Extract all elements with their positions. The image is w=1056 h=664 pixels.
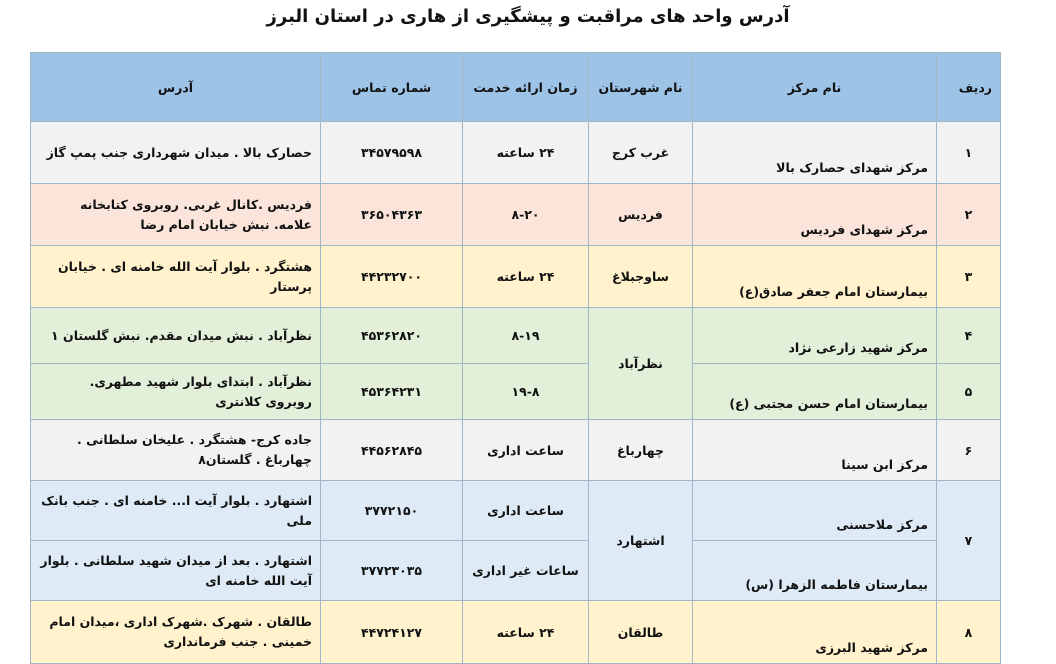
- city-name: طالقان: [589, 601, 693, 664]
- table-row: [31, 420, 1001, 481]
- header-address: آدرس: [31, 53, 321, 122]
- header-center-name: نام مرکز: [693, 53, 937, 122]
- address: نظرآباد . ابتدای بلوار شهید مطهری. روبروی کلانتری: [31, 364, 321, 420]
- phone-number: ۳۴۵۷۹۵۹۸: [321, 122, 463, 184]
- service-time: ساعت اداری: [463, 420, 589, 481]
- center-name: مرکز شهدای حصارک بالا: [693, 122, 937, 184]
- row-number: ۸: [937, 601, 1001, 664]
- phone-number: ۴۵۳۶۲۸۲۰: [321, 308, 463, 364]
- city-name: ساوجبلاغ: [589, 246, 693, 308]
- center-name: مرکز شهدای فردیس: [693, 184, 937, 246]
- row-number: ۲: [937, 184, 1001, 246]
- phone-number: ۴۵۳۶۴۲۳۱: [321, 364, 463, 420]
- service-time: ساعات غیر اداری: [463, 541, 589, 601]
- header-city: نام شهرستان: [589, 53, 693, 122]
- service-time: ۱۹-۸: [463, 364, 589, 420]
- table-row: [31, 184, 1001, 246]
- phone-number: ۴۴۵۶۲۸۴۵: [321, 420, 463, 481]
- table-row: [31, 481, 1001, 541]
- phone-number: ۴۴۲۳۲۷۰۰: [321, 246, 463, 308]
- table-row: [31, 308, 1001, 364]
- phone-number: ۳۷۷۲۱۵۰: [321, 481, 463, 541]
- row-number: ۳: [937, 246, 1001, 308]
- center-name: مرکز ابن سینا: [693, 420, 937, 481]
- header-service-time: زمان ارائه خدمت: [463, 53, 589, 122]
- table-row: [31, 601, 1001, 664]
- city-name: فردیس: [589, 184, 693, 246]
- table-row: [31, 246, 1001, 308]
- address: نظرآباد . نبش میدان مقدم. نبش گلستان ۱: [31, 308, 321, 364]
- header-row: [31, 53, 1001, 122]
- header-phone: شماره تماس: [321, 53, 463, 122]
- page-title: آدرس واحد های مراقبت و پیشگیری از هاری در استان البرز: [266, 6, 790, 27]
- center-name: بیمارستان امام حسن مجتبی (ع): [693, 364, 937, 420]
- service-time: ساعت اداری: [463, 481, 589, 541]
- service-time: ۲۴ ساعته: [463, 601, 589, 664]
- table-row: [31, 541, 1001, 601]
- service-time: ۲۴ ساعته: [463, 122, 589, 184]
- center-name: مرکز شهید البرزی: [693, 601, 937, 664]
- address: جاده کرج- هشتگرد . علیخان سلطانی . چهارباغ . گلستان۸: [31, 420, 321, 481]
- row-number: ۵: [937, 364, 1001, 420]
- city-name: نظرآباد: [589, 308, 693, 420]
- service-time: ۲۴ ساعته: [463, 246, 589, 308]
- rabies-centers-table: [30, 52, 1001, 664]
- center-name: مرکز ملاحسنی: [693, 481, 937, 541]
- city-name: اشتهارد: [589, 481, 693, 601]
- row-number: ۷: [937, 481, 1001, 601]
- center-name: بیمارستان امام جعفر صادق(ع): [693, 246, 937, 308]
- address: طالقان . شهرک .شهرک اداری ،میدان امام خمینی . جنب فرمانداری: [31, 601, 321, 664]
- service-time: ۸-۱۹: [463, 308, 589, 364]
- service-time: ۸-۲۰: [463, 184, 589, 246]
- phone-number: ۴۴۷۲۴۱۲۷: [321, 601, 463, 664]
- row-number: ۴: [937, 308, 1001, 364]
- city-name: غرب کرج: [589, 122, 693, 184]
- center-name: مرکز شهید زارعی نژاد: [693, 308, 937, 364]
- phone-number: ۳۷۷۲۳۰۳۵: [321, 541, 463, 601]
- row-number: ۱: [937, 122, 1001, 184]
- address: اشتهارد . بلوار آیت ا... خامنه ای . جنب بانک ملی: [31, 481, 321, 541]
- address: هشتگرد . بلوار آیت الله خامنه ای . خیابان پرستار: [31, 246, 321, 308]
- table-row: [31, 122, 1001, 184]
- center-name: بیمارستان فاطمه الزهرا (س): [693, 541, 937, 601]
- address: اشتهارد . بعد از میدان شهید سلطانی . بلوار آیت الله خامنه ای: [31, 541, 321, 601]
- city-name: چهارباغ: [589, 420, 693, 481]
- address: فردیس .کانال غربی. روبروی کتابخانه علامه. نبش خیابان امام رضا: [31, 184, 321, 246]
- table-row: [31, 364, 1001, 420]
- address: حصارک بالا . میدان شهرداری جنب پمپ گاز: [31, 122, 321, 184]
- row-number: ۶: [937, 420, 1001, 481]
- phone-number: ۳۶۵۰۴۳۶۳: [321, 184, 463, 246]
- header-radif: ردیف: [937, 53, 1001, 122]
